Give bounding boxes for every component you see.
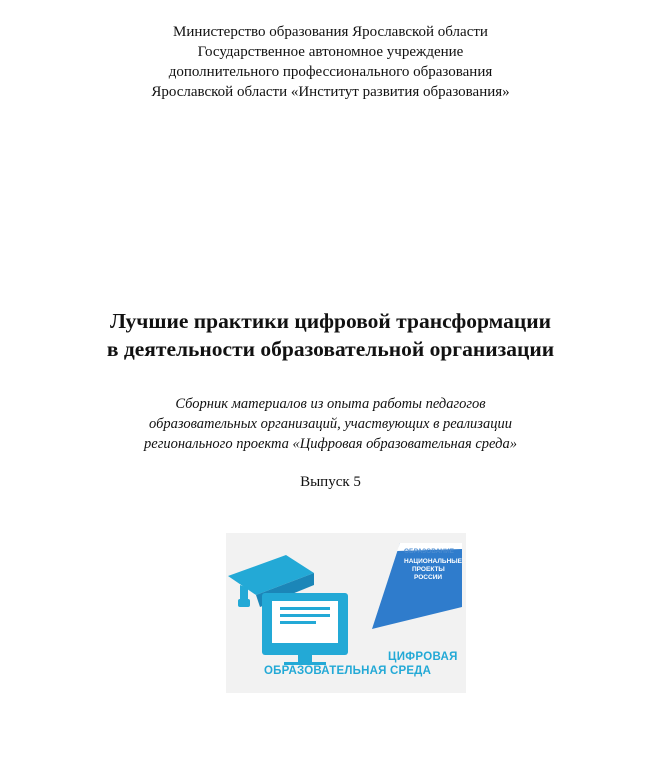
title-line: Лучшие практики цифровой трансформации — [109, 309, 552, 333]
header-line: Ярославской области «Институт развития образования» — [151, 84, 510, 100]
ministry-header — [0, 22, 661, 102]
badge-top-label: ОБРАЗОВАНИЕ — [404, 548, 454, 555]
issue-number: Выпуск 5 — [300, 474, 361, 490]
badge-line: РОССИИ — [414, 574, 443, 581]
badge-lines — [404, 558, 462, 582]
badge-line: НАЦИОНАЛЬНЫЕ — [404, 558, 462, 565]
logo-text-line2: ОБРАЗОВАТЕЛЬНАЯ СРЕДА — [264, 665, 432, 677]
document-subtitle — [0, 394, 661, 454]
subtitle-line: образовательных организаций, участвующих в реализации — [149, 416, 512, 432]
subtitle-line: регионального проекта «Цифровая образовательная среда» — [144, 436, 517, 452]
title-line: в деятельности образовательной организации — [106, 337, 555, 361]
digital-education-logo — [226, 533, 466, 693]
header-line: Министерство образования Ярославской области — [173, 24, 488, 40]
document-title — [0, 307, 661, 363]
header-line: дополнительного профессионального образования — [168, 64, 493, 80]
subtitle-line: Сборник материалов из опыта работы педагогов — [175, 396, 486, 412]
monitor-icon — [262, 593, 348, 665]
badge-line: ПРОЕКТЫ — [412, 566, 445, 573]
logo-text-line1: ЦИФРОВАЯ — [388, 651, 458, 663]
header-line: Государственное автономное учреждение — [197, 44, 464, 60]
